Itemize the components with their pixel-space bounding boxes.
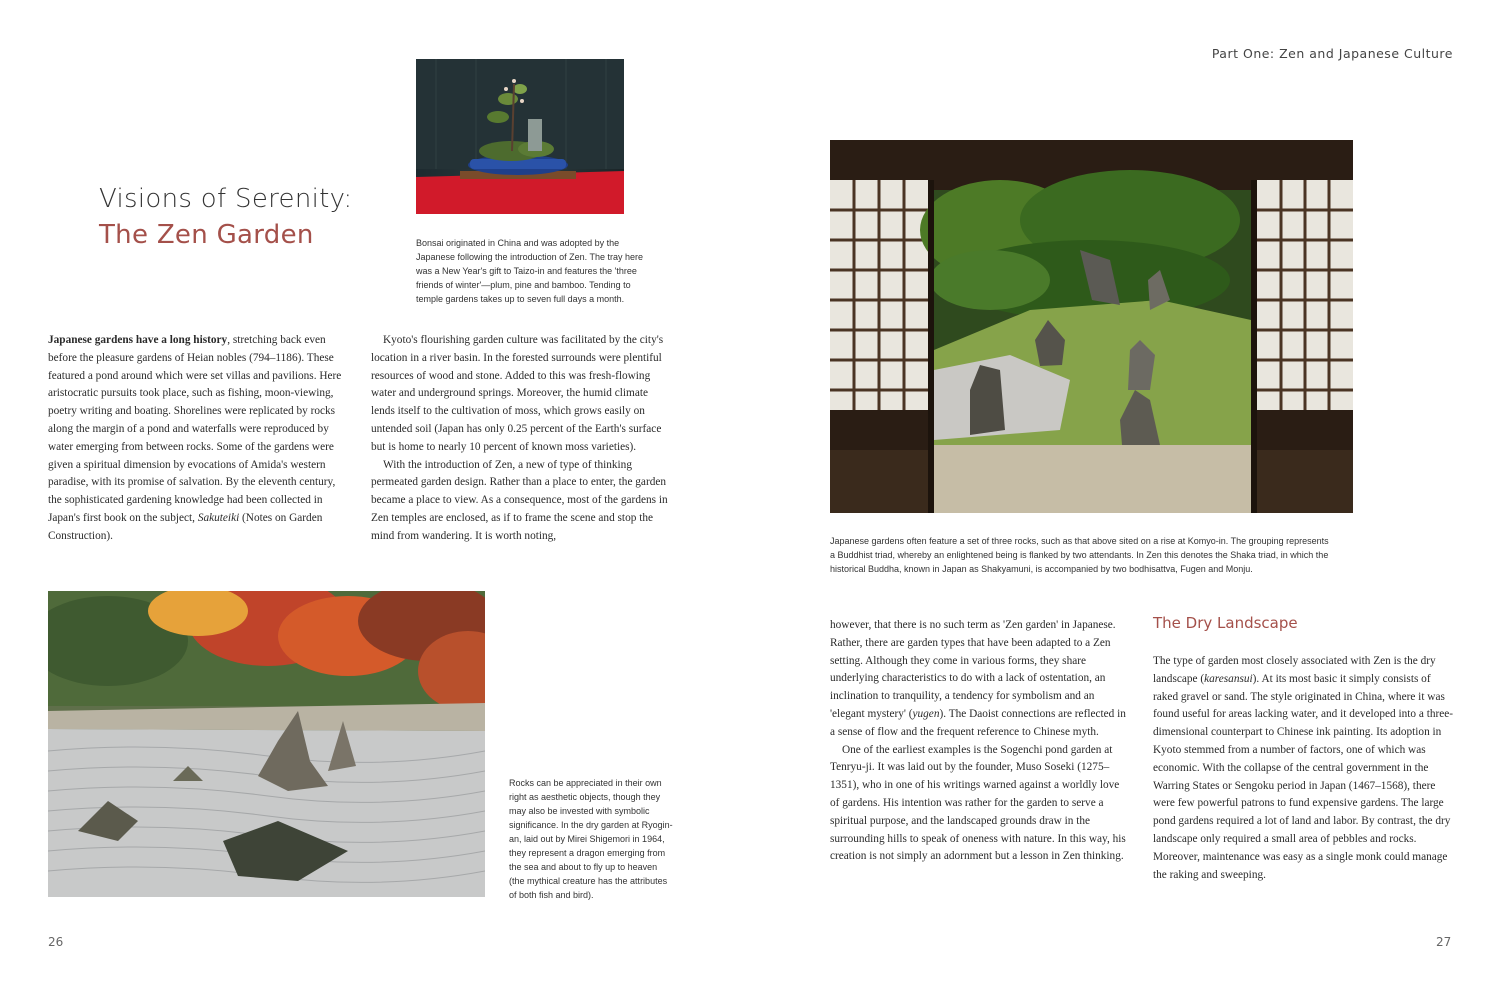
rock-garden-photo <box>48 591 485 897</box>
body-column-2 <box>371 332 673 546</box>
col1-italic: Sakuteiki <box>197 511 240 524</box>
col1-text-end: (Notes on Garden Construction). <box>48 511 323 542</box>
col3-paragraph-2: One of the earliest examples is the Sogenchi pond garden at Tenryu-ji. It was laid out by the founder, Muso Soseki (1275–1351), who in one of his writings warned against a worldly love of gardens. His intention was rather for the garden to serve a spiritual purpose, and the landscaped grounds draw in the surrounding hills to speak of oneness with nature. In this way, his creation is not simply an adornment but a lesson in Zen thinking. <box>830 743 1126 863</box>
bonsai-caption: Bonsai originated in China and was adopted by the Japanese following the introduction of Zen. The tray here was a New Year's gift to Taizo-in and features the 'three friends of winter'—plum, pine and bamboo. Tending to temple gardens takes up to seven full days a month. <box>416 238 643 304</box>
bonsai-photo <box>416 59 624 214</box>
col4-paragraph: The type of garden most closely associated with Zen is the dry landscape (karesansui). At its most basic it simply consists of raked gravel or sand. The style originated in China, where it was found useful for areas lacking water, and it developed into a three-dimensional counterpart to Chinese ink painting. Its adoption in Kyoto stemmed from a number of factors, one of which was economic. With the collapse of the central government in the Warring States or Sengoku period in Japan (1467–1568), there were few powerful patrons to fund expensive gardens. The large pond gardens required a lot of land and labor. By contrast, the dry landscape only required a small area of pebbles and rocks. Moreover, maintenance was easy as a single monk could manage the raking and sweeping. <box>1153 655 1454 881</box>
komyo-in-photo <box>830 140 1353 513</box>
col2-paragraph-1: Kyoto's flourishing garden culture was facilitated by the city's location in a river basin. In the forested surrounds were plentiful resources of wood and stone. Added to this was fresh-flowing water and underground springs. Moreover, the humid climate lends itself to the cultivation of moss, which grows easily on untended soil (Japan has only 0.25 percent of the Earth's surface but is home to nearly 10 percent of known moss varieties). <box>371 334 664 453</box>
body-column-1 <box>48 332 344 546</box>
running-head: Part One: Zen and Japanese Culture <box>1211 46 1453 61</box>
page-title-line1: Visions of Serenity: <box>99 184 353 214</box>
col2-paragraph-2: With the introduction of Zen, a new of type of thinking permeated garden design. Rather than a place to enter, the garden became a place to view. As a consequence, most of the gardens in Zen temples are enclosed, as if to frame the scene and stop the mind from wandering. It is worth noting, <box>371 458 668 542</box>
lead-in: Japanese gardens have a long history <box>48 334 228 346</box>
komyo-in-caption: Japanese gardens often feature a set of three rocks, such as that above sited on a rise at Komyo-in. The grouping represents a Buddhist triad, whereby an enlightened being is flanked by two attendants. In Zen this denotes the Shaka triad, in which the historical Buddha, known in Japan as Shakyamuni, is accompanied by two bodhisattva, Fugen and Monju. <box>830 536 1329 574</box>
rock-garden-caption: Rocks can be appreciated in their own right as aesthetic objects, though they may also be invested with symbolic significance. In the dry garden at Ryogin-an, laid out by Mirei Shigemori in 1964, they represent a dragon emerging from the sea and about to fly up to heaven (the mythical creature has the attributes of both fish and bird). <box>509 778 673 900</box>
body-column-3 <box>830 617 1130 866</box>
col1-text: , stretching back even before the pleasure gardens of Heian nobles (794–1186). These featured a pond around which were set villas and pavilions. Here aristocratic pursuits took place, such as fishing, moon-viewing, poetry writing and boating. Shorelines were replicated by rocks along the margin of a pond and waterfalls were reproduced by water emerging from between rocks. Some of the gardens were given a spiritual dimension by evocations of Amida's western paradise, with its promise of salvation. By the eleventh century, the sophisticated gardening knowledge had been collected in Japan's first book on the subject, <box>48 334 342 524</box>
col3-paragraph-1: however, that there is no such term as 'Zen garden' in Japanese. Rather, there are garden types that have been adapted to a Zen setting. Although they come in various forms, they share underlying characteristics to do with a lack of ostentation, an inclination to tranquility, a tendency for symbolism and an 'elegant mystery' (yugen). The Daoist connections are reflected in a sense of flow and the frequent reference to Chinese myth. <box>830 619 1126 738</box>
page-title-line2: The Zen Garden <box>99 220 314 250</box>
page-number-left: 26 <box>48 935 64 949</box>
body-column-4 <box>1153 653 1455 884</box>
section-heading: The Dry Landscape <box>1153 614 1298 632</box>
page-number-right: 27 <box>1436 935 1452 949</box>
